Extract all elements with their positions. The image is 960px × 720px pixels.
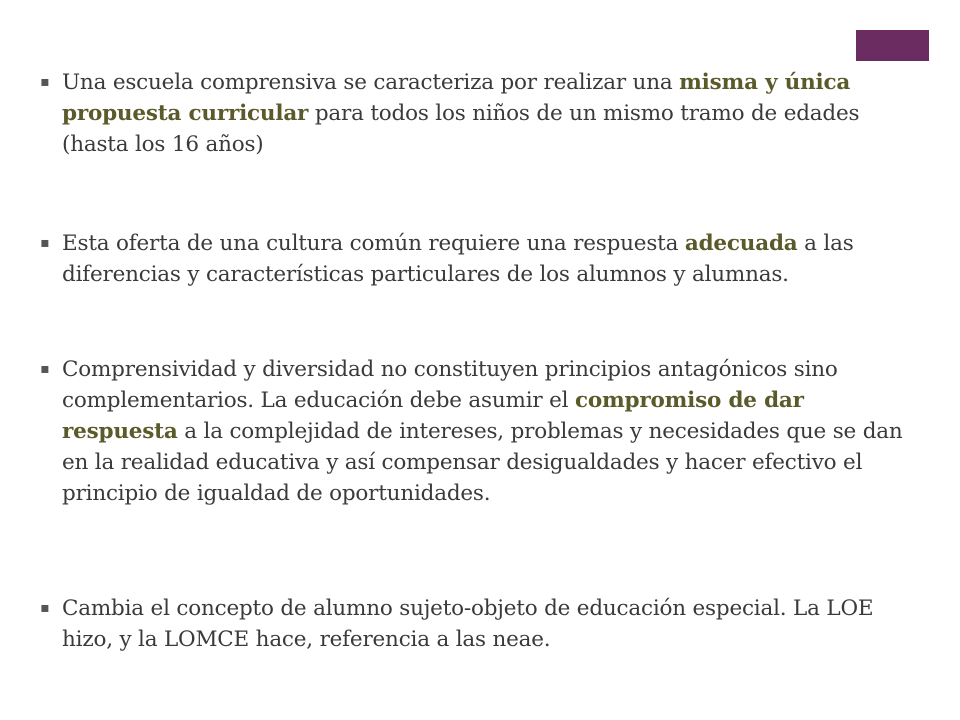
emphasis-text: adecuada: [684, 231, 798, 256]
square-bullet-icon: ▪: [40, 600, 50, 616]
bullet-item: [28, 67, 923, 160]
bullet-text: [62, 354, 923, 509]
square-bullet-icon: ▪: [40, 361, 50, 377]
bullet-item: [28, 354, 923, 509]
bullet-item: [28, 593, 923, 655]
square-bullet-icon: ▪: [40, 74, 50, 90]
square-bullet-icon: ▪: [40, 235, 50, 251]
text-run: a la complejidad de intereses, problemas y necesidades que se dan en la realidad educativa y así compensar desigualdades y hacer efectivo el principio de igualdad de oportunidades.: [62, 419, 903, 506]
bullet-text: [62, 67, 923, 160]
bullet-text: [62, 593, 923, 655]
bullet-item: [28, 228, 923, 290]
text-run: Comprensividad y diversidad no constituyen principios antagónicos sino complementarios. La educación debe asumir el: [62, 357, 838, 413]
emphasis-text: compromiso de dar respuesta: [62, 388, 804, 444]
text-run: Cambia el concepto de alumno sujeto-objeto de educación especial. La LOE hizo, y la LOMCE hace, referencia a las neae.: [62, 596, 874, 652]
text-run: Esta oferta de una cultura común requiere una respuesta: [62, 231, 685, 256]
bullet-text: [62, 228, 923, 290]
text-run: Una escuela comprensiva se caracteriza por realizar una: [62, 70, 680, 95]
accent-block: [856, 30, 929, 61]
text-run: para todos los niños de un mismo tramo de edades (hasta los 16 años): [62, 101, 860, 157]
emphasis-text: misma y única propuesta curricular: [62, 70, 851, 126]
text-run: a las diferencias y características particulares de los alumnos y alumnas.: [62, 231, 854, 287]
